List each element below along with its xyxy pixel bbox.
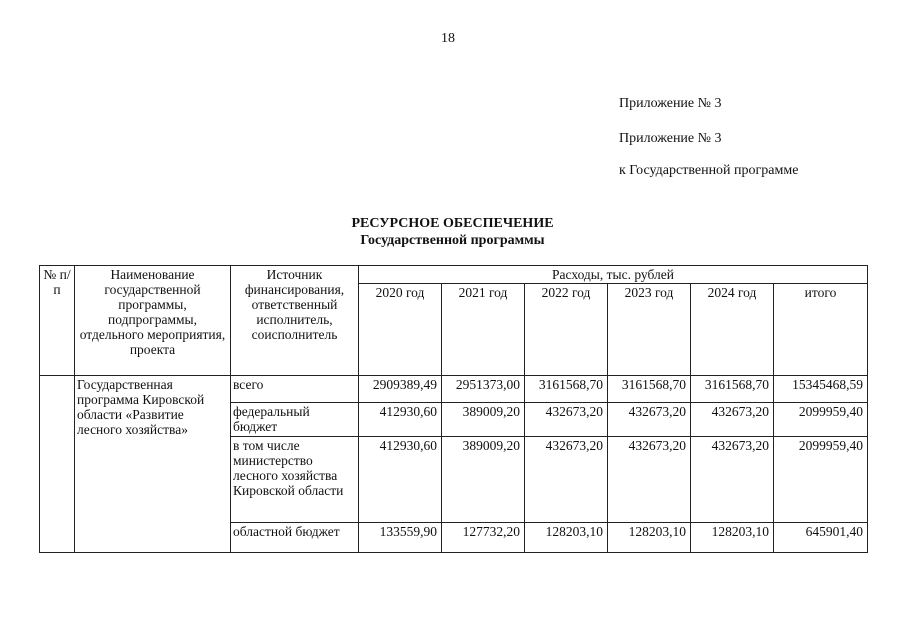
source-cell: всего xyxy=(231,376,359,403)
value-cell: 389009,20 xyxy=(442,437,525,523)
header-source: Источник финансирования, ответственный исполнитель, соисполнитель xyxy=(231,266,359,376)
appendix-line-3: к Государственной программе xyxy=(619,163,799,178)
value-cell: 3161568,70 xyxy=(691,376,774,403)
value-cell: 432673,20 xyxy=(691,403,774,437)
value-cell: 3161568,70 xyxy=(525,376,608,403)
document-title: РЕСУРСНОЕ ОБЕСПЕЧЕНИЕ xyxy=(351,216,554,231)
header-year-2022: 2022 год xyxy=(525,284,608,376)
header-year-2023: 2023 год xyxy=(608,284,691,376)
document-subtitle: Государственной программы xyxy=(360,233,545,248)
value-cell: 432673,20 xyxy=(525,437,608,523)
program-name: Государственная программа Кировской области «Развитие лесного хозяйства» xyxy=(75,376,231,553)
value-cell: 432673,20 xyxy=(608,437,691,523)
value-cell: 2951373,00 xyxy=(442,376,525,403)
page-number: 18 xyxy=(441,31,455,46)
table-row xyxy=(40,376,868,403)
value-cell: 432673,20 xyxy=(525,403,608,437)
source-cell: федеральный бюджет xyxy=(231,403,359,437)
appendix-line-2: Приложение № 3 xyxy=(619,131,722,146)
value-cell: 15345468,59 xyxy=(774,376,868,403)
value-cell: 645901,40 xyxy=(774,523,868,553)
header-year-2024: 2024 год xyxy=(691,284,774,376)
value-cell: 432673,20 xyxy=(608,403,691,437)
value-cell: 412930,60 xyxy=(359,437,442,523)
row-number-cell xyxy=(40,376,75,553)
header-total: итого xyxy=(774,284,868,376)
header-name: Наименование государственной программы, подпрограммы, отдельного мероприятия, проекта xyxy=(75,266,231,376)
value-cell: 128203,10 xyxy=(608,523,691,553)
value-cell: 432673,20 xyxy=(691,437,774,523)
value-cell: 2909389,49 xyxy=(359,376,442,403)
header-year-2020: 2020 год xyxy=(359,284,442,376)
header-year-2021: 2021 год xyxy=(442,284,525,376)
value-cell: 412930,60 xyxy=(359,403,442,437)
source-cell: областной бюджет xyxy=(231,523,359,553)
value-cell: 128203,10 xyxy=(691,523,774,553)
appendix-line-1: Приложение № 3 xyxy=(619,96,722,111)
value-cell: 2099959,40 xyxy=(774,437,868,523)
value-cell: 128203,10 xyxy=(525,523,608,553)
source-cell: в том числе министерство лесного хозяйства Кировской области xyxy=(231,437,359,523)
value-cell: 133559,90 xyxy=(359,523,442,553)
header-expenses: Расходы, тыс. рублей xyxy=(359,266,868,284)
resources-table xyxy=(39,265,868,553)
value-cell: 2099959,40 xyxy=(774,403,868,437)
header-num: № п/п xyxy=(40,266,75,376)
value-cell: 127732,20 xyxy=(442,523,525,553)
value-cell: 3161568,70 xyxy=(608,376,691,403)
value-cell: 389009,20 xyxy=(442,403,525,437)
